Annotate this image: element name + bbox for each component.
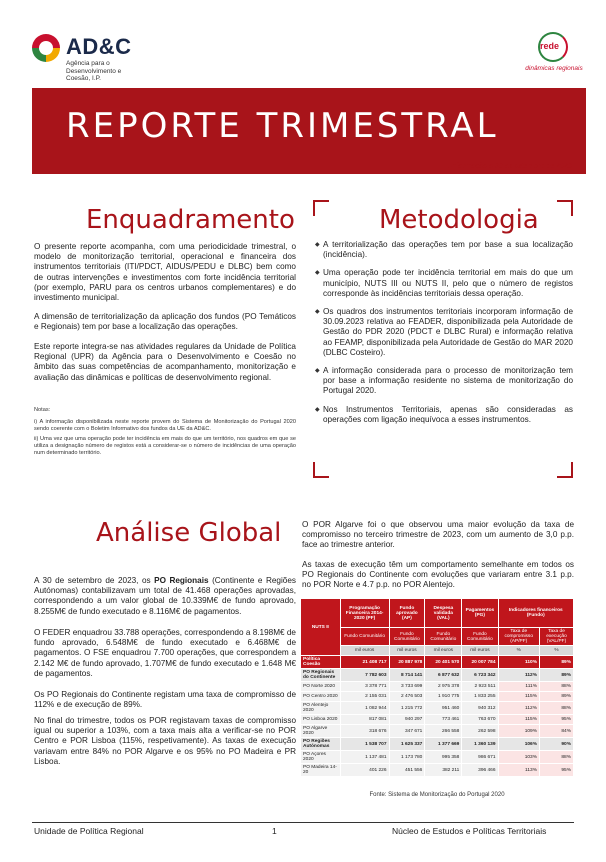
table-cell: 1 173 780: [389, 751, 425, 764]
table-row: [301, 725, 574, 738]
col-nuts: NUTS II: [301, 599, 341, 656]
table-cell: 347 671: [389, 725, 425, 738]
row-name: PO Centro 2020: [301, 692, 341, 702]
rede-brand: rede: [540, 41, 560, 51]
metodologia-heading: Metodologia: [379, 205, 539, 235]
col-header: Programação Financeira 2014-2020 (PF): [340, 599, 389, 628]
footer-divider: [32, 822, 574, 823]
table-cell: 1 082 944: [340, 702, 389, 715]
col-header: Indicadores financeiros (Fundo): [498, 599, 573, 628]
row-name: Política Coesão: [301, 656, 341, 669]
table-row: [301, 682, 574, 692]
table-cell: 266 558: [425, 725, 462, 738]
sub-header: Fundo Comunitário: [389, 628, 425, 646]
table-cell: 20 887 978: [389, 656, 425, 669]
row-name: PO Regiões Autónomas: [301, 738, 341, 751]
sub-header: Taxa de execução (VAL/PF): [539, 628, 573, 646]
table-cell: 111%: [498, 682, 539, 692]
table-cell: 1 625 337: [389, 738, 425, 751]
table-cell: 1 360 139: [462, 738, 498, 751]
analise-paragraph-5: O POR Algarve foi o que observou uma maior evolução da taxa de compromisso no terceiro trimestre de 2023, com um aumento de 3,0 p.p. face ao trimestre anterior.: [302, 520, 574, 550]
analise-paragraph-3: Os PO Regionais do Continente registam uma taxa de compromisso de 112% e de execução de 89%.: [34, 690, 296, 710]
adc-logo: [32, 30, 172, 80]
page-number: 1: [272, 826, 277, 836]
table-cell: 88%: [539, 751, 573, 764]
table-cell: 6 877 632: [425, 669, 462, 682]
adc-brand: AD&C: [66, 34, 132, 59]
unit-header: mil euros: [340, 646, 389, 656]
table-cell: 940 312: [462, 702, 498, 715]
table-cell: 2 476 503: [389, 692, 425, 702]
metodologia-list: [315, 240, 573, 433]
footer-department: Núcleo de Estudos e Políticas Territoriais: [392, 826, 547, 836]
table-cell: 1 833 255: [462, 692, 498, 702]
table-cell: 940 297: [389, 715, 425, 725]
table-cell: 318 676: [340, 725, 389, 738]
table-cell: 88%: [539, 682, 573, 692]
table-cell: 89%: [539, 656, 573, 669]
table-cell: 1 215 772: [389, 702, 425, 715]
financial-table: [300, 598, 574, 777]
row-name: PO Algarve 2020: [301, 725, 341, 738]
table-cell: 89%: [539, 669, 573, 682]
table-cell: 401 226: [340, 764, 389, 777]
table-cell: 103%: [498, 751, 539, 764]
note-1: i) A informação disponibilizada neste reporte provem do Sistema de Monitorização do Portugal 2020 sendo coerente com o Boletim Informativo dos fundos da UE da AD&C.: [34, 419, 296, 432]
col-header: Despesa validada (VAL): [425, 599, 462, 628]
table-row: [301, 692, 574, 702]
rede-logo: [524, 32, 582, 82]
table-cell: 2 923 511: [462, 682, 498, 692]
table-cell: 95%: [539, 764, 573, 777]
table-cell: 262 598: [462, 725, 498, 738]
notes-title: Notas:: [34, 407, 51, 413]
table-cell: 88%: [539, 702, 573, 715]
table-cell: 773 461: [425, 715, 462, 725]
table-row: [301, 669, 574, 682]
row-name: PO Regionais do Continente: [301, 669, 341, 682]
table-cell: 1 137 481: [340, 751, 389, 764]
enquadramento-paragraph-2: A dimensão de territorialização da aplicação dos fundos (PO Temáticos e Regionais) tem por base a localização das operações.: [34, 312, 296, 332]
table-row: [301, 751, 574, 764]
row-name: PO Lisboa 2020: [301, 715, 341, 725]
table-cell: 2 975 378: [425, 682, 462, 692]
metodologia-item: ◆ Uma operação pode ter incidência territorial em mais do que um município, NUTS III ou NUTS II, pelo que o número de registos corresponde às incidências territoriais dessa operação.: [315, 268, 573, 299]
table-cell: 8 714 141: [389, 669, 425, 682]
metodologia-item: ◆ Nos Instrumentos Territoriais, apenas são consideradas as operações com ligação inequívoca a esses instrumentos.: [315, 405, 573, 425]
table-cell: 21 408 717: [340, 656, 389, 669]
row-name: PO Madeira 14-20: [301, 764, 341, 777]
info-date: Informação a 30 de setembro de 2023: [448, 161, 572, 170]
page-title: REPORTE TRIMESTRAL: [66, 106, 499, 146]
analise-paragraph-6: As taxas de execução têm um comportamento semelhante em todos os PO Regionais do Continente com evoluções que variaram entre 3.1 p.p. no POR Norte e 4.7 p.p. no POR Alentejo.: [302, 560, 574, 590]
metodologia-item: ◆ A informação considerada para o processo de monitorização tem por base a informação residente no sistema de monitorização do Portugal 2020.: [315, 366, 573, 397]
table-row: [301, 656, 574, 669]
table-cell: 817 081: [340, 715, 389, 725]
table-cell: 90%: [539, 738, 573, 751]
table-row: [301, 738, 574, 751]
row-name: PO Alentejo 2020: [301, 702, 341, 715]
table-cell: 2 155 031: [340, 692, 389, 702]
table-cell: 112%: [498, 702, 539, 715]
table-cell: 382 211: [425, 764, 462, 777]
enquadramento-heading: Enquadramento: [86, 205, 295, 235]
table-cell: 115%: [498, 692, 539, 702]
table-cell: 6 723 342: [462, 669, 498, 682]
table-cell: 112%: [498, 669, 539, 682]
table-cell: 1 377 669: [425, 738, 462, 751]
row-name: PO Norte 2020: [301, 682, 341, 692]
table-cell: 396 466: [462, 764, 498, 777]
sub-header: Fundo Comunitário: [425, 628, 462, 646]
note-2: ii) Uma vez que uma operação pode ter incidência em mais do que um território, nos quadros em que se utiliza a designação número de registos está a considerar-se o número de incidências de uma operação num determinado território.: [34, 436, 296, 456]
table-cell: 109%: [498, 725, 539, 738]
footer-unit: Unidade de Política Regional: [34, 826, 144, 836]
metodologia-item: ◆ A territorialização das operações tem por base a sua localização (incidência).: [315, 240, 573, 260]
col-header: Pagamentos (PG): [462, 599, 498, 628]
table-row: [301, 702, 574, 715]
table-cell: 1 910 775: [425, 692, 462, 702]
table-row: [301, 764, 574, 777]
col-header: Fundo aprovado (AP): [389, 599, 425, 628]
table-row: [301, 715, 574, 725]
enquadramento-paragraph-3: Este reporte integra-se nas atividades regulares da Unidade de Política Regional (UPR) da Agência para o Desenvolvimento e Coesão no âmbito das suas competências de acompanhamento, monitorização e avaliação das dinâmicas e políticas de desenvolvimento regional.: [34, 342, 296, 382]
analise-paragraph-4: No final do trimestre, todos os POR registavam taxas de compromisso igual ou superior a 103%, com a taxa mais alta a verificar-se no POR Centro e POR Lisboa (115%, respetivamente). As taxas de execução variavam entre 84% no POR Algarve e os 95% no PO Madeira e PR Lisboa.: [34, 716, 296, 766]
table-cell: 763 670: [462, 715, 498, 725]
table-cell: 89%: [539, 692, 573, 702]
adc-subtitle: Agência para o Desenvolvimento e Coesão, I.P.: [66, 60, 122, 82]
analise-paragraph-2: O FEDER enquadrou 33.788 operações, correspondendo a 8.198M€ de fundo aprovado, 6.548M€ de fundo executado e 6.468M€ de pagamentos. O FSE enquadrou 7.700 operações, que correspondem a 2.142 M€ de fundo aprovado, 1.707M€ de fundo executado e 1.648 M€ de pagamentos.: [34, 628, 296, 678]
unit-header: mil euros: [389, 646, 425, 656]
unit-header: %: [539, 646, 573, 656]
analise-paragraph-1: A 30 de setembro de 2023, os PO Regionais (Continente e Regiões Autónomas) contabilizavam um total de 41.468 operações aprovadas, correspondendo a um valor global de 10.339M€ de fundo aprovado, 8.255M€ de fundo executado e 8.116M€ de pagamentos.: [34, 576, 297, 616]
rede-caption: dinâmicas regionais: [525, 65, 583, 72]
table-cell: 451 556: [389, 764, 425, 777]
table-cell: 951 460: [425, 702, 462, 715]
table-cell: 20 007 784: [462, 656, 498, 669]
table-cell: 7 782 603: [340, 669, 389, 682]
adc-ring-icon: [32, 34, 60, 62]
table-cell: 95%: [539, 715, 573, 725]
table-cell: 115%: [498, 715, 539, 725]
row-name: PO Açores 2020: [301, 751, 341, 764]
sub-header: Fundo Comunitário: [340, 628, 389, 646]
sub-header: Fundo Comunitário: [462, 628, 498, 646]
sub-header: Taxa de compromisso (AP/PF): [498, 628, 539, 646]
table-cell: 113%: [498, 764, 539, 777]
table-cell: 84%: [539, 725, 573, 738]
analise-heading: Análise Global: [96, 518, 282, 548]
table-cell: 995 358: [425, 751, 462, 764]
table-cell: 106%: [498, 738, 539, 751]
unit-header: mil euros: [462, 646, 498, 656]
table-cell: 1 538 707: [340, 738, 389, 751]
unit-header: %: [498, 646, 539, 656]
table-cell: 20 401 570: [425, 656, 462, 669]
table-source: Fonte: Sistema de Monitorização do Portugal 2020: [369, 792, 505, 798]
unit-header: mil euros: [425, 646, 462, 656]
table-cell: 986 671: [462, 751, 498, 764]
table-cell: 3 378 771: [340, 682, 389, 692]
enquadramento-paragraph-1: O presente reporte acompanha, com uma periodicidade trimestral, o modelo de monitorização territorial, operacional e financeira dos instrumentos territoriais (ITI/PDCT, AIDUS/PEDU e DLBC) bem como de outras intervenções e investimentos com forte incidência territorial (por exemplo, PARU para os centros urbanos complementares) e do investimento municipal.: [34, 242, 296, 303]
table-cell: 110%: [498, 656, 539, 669]
table-cell: 3 733 699: [389, 682, 425, 692]
metodologia-item: ◆ Os quadros dos instrumentos territoriais incorporam informação de 30.09.2023 relativa ao FEADER, disponibilizada pela Autoridade de Gestão do PDR 2020 (PDCT e DLBC Rural) e informação relativa ao FEAMP, disponibilizada pela Autoridade de Gestão do MAR 2020 (DLBC Costeiro).: [315, 307, 573, 358]
